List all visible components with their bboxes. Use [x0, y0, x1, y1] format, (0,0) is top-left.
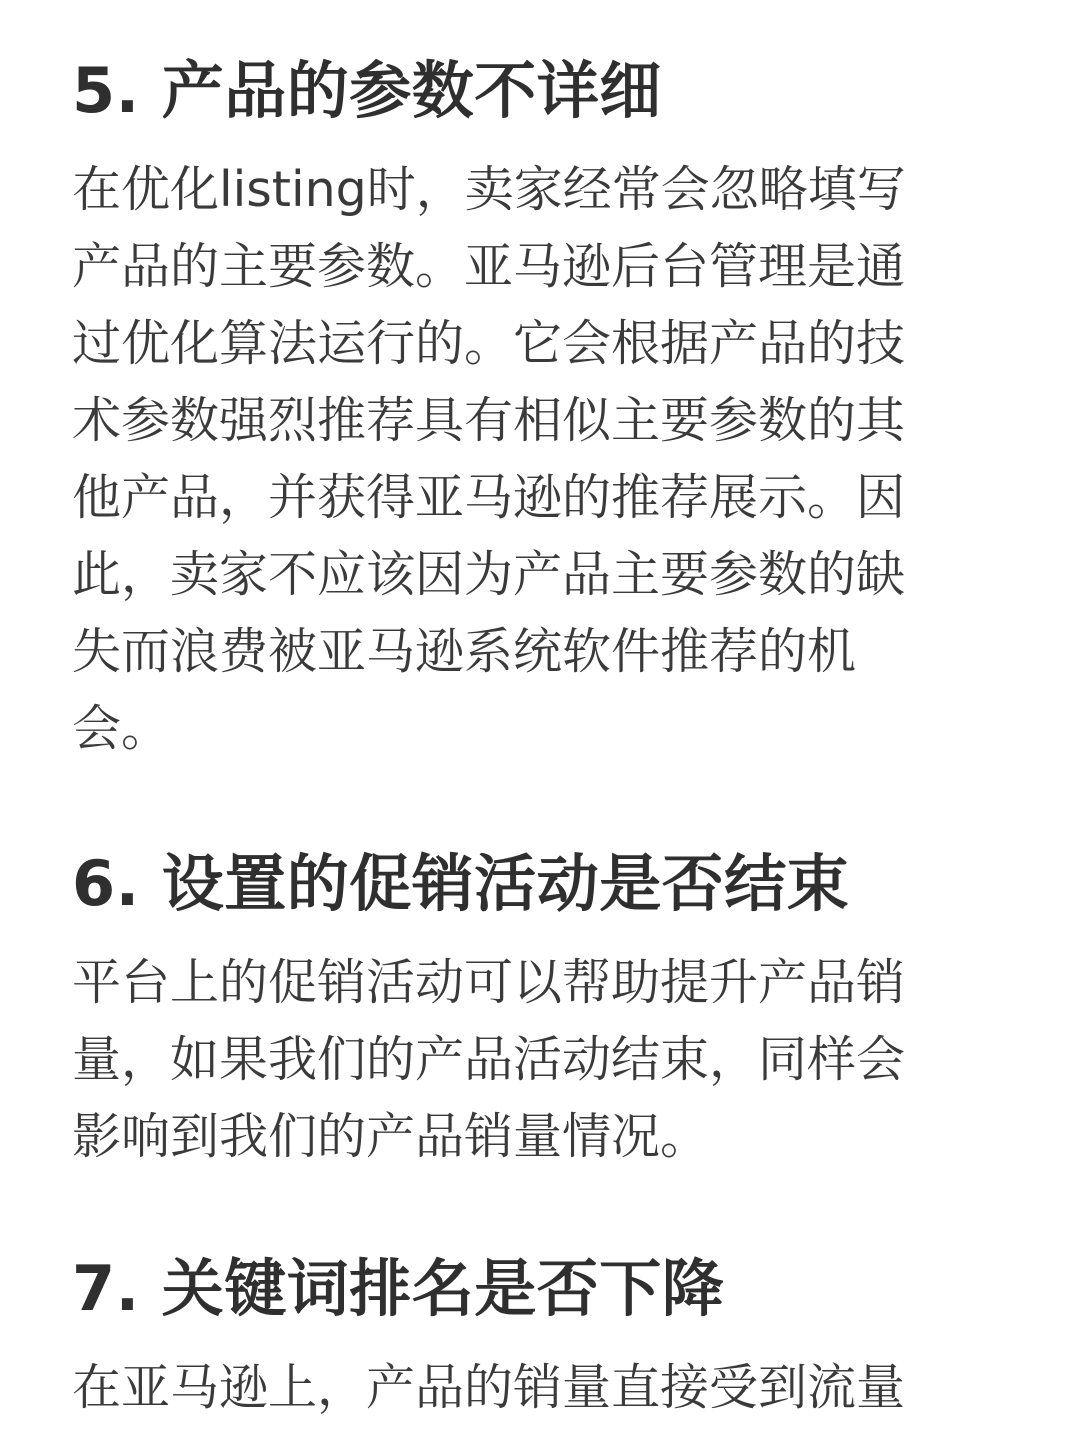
section-body [72, 151, 992, 767]
body-line: 失而浪费被亚马逊系统软件推荐的机 [72, 623, 857, 680]
section-heading: 6. 设置的促销活动是否结束 [72, 847, 850, 920]
body-line: 平台上的促销活动可以帮助提升产品销 [72, 954, 906, 1011]
section-heading: 7. 关键词排名是否下降 [72, 1252, 725, 1325]
body-line: 量，如果我们的产品活动结束，同样会 [72, 1031, 906, 1088]
body-line: 会。 [72, 700, 171, 757]
section-body [72, 1349, 992, 1426]
section-body [72, 944, 992, 1175]
section-product-parameters [72, 55, 992, 767]
body-line: 在优化listing时，卖家经常会忽略填写 [72, 161, 906, 218]
body-line: 产品的主要参数。亚马逊后台管理是通 [72, 238, 906, 295]
body-line: 术参数强烈推荐具有相似主要参数的其 [72, 392, 906, 449]
body-line: 此，卖家不应该因为产品主要参数的缺 [72, 546, 906, 603]
section-promotion-ended [72, 848, 992, 1175]
section-keyword-ranking [72, 1253, 992, 1426]
body-line: 影响到我们的产品销量情况。 [72, 1108, 710, 1165]
body-line: 他产品，并获得亚马逊的推荐展示。因 [72, 469, 906, 526]
section-heading: 5. 产品的参数不详细 [72, 54, 662, 127]
body-line: 在亚马逊上，产品的销量直接受到流量 [72, 1359, 906, 1416]
body-line: 过优化算法运行的。它会根据产品的技 [72, 315, 906, 372]
